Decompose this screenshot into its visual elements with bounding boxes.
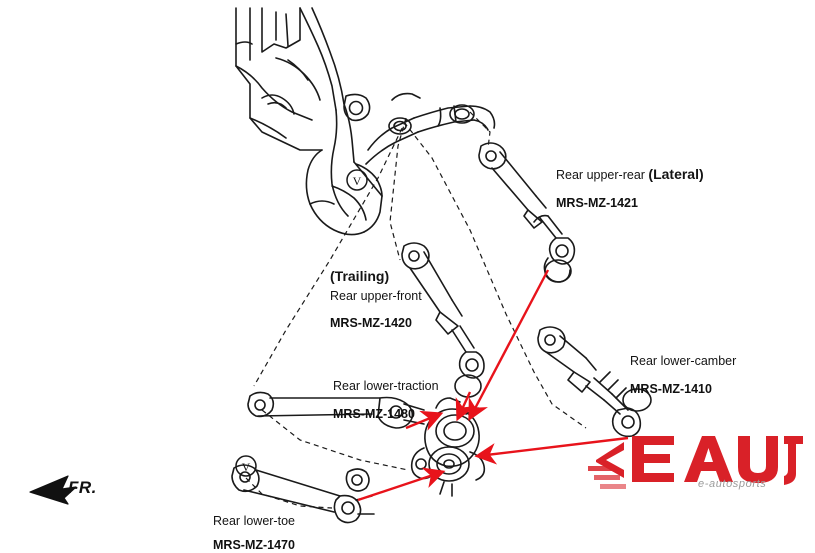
label-rear-lower-toe-name: Rear lower-toe <box>213 514 295 528</box>
label-rear-upper-rear-emphasis: (Lateral) <box>648 166 704 182</box>
label-rear-upper-front-name: Rear upper-front <box>330 288 422 303</box>
label-rear-upper-rear-title <box>556 166 704 184</box>
part-number-mrs-mz-1470: MRS-MZ-1470 <box>213 537 295 552</box>
watermark-logo <box>588 430 803 505</box>
label-rear-upper-front-prefix: (Trailing) <box>330 268 390 284</box>
part-number-mrs-mz-1420: MRS-MZ-1420 <box>330 316 412 331</box>
arm-rear-upper-rear <box>479 143 574 282</box>
front-direction-label: FR. <box>68 478 97 497</box>
part-number-mrs-mz-1410: MRS-MZ-1410 <box>630 381 712 396</box>
label-rear-lower-traction-name: Rear lower-traction <box>333 379 439 393</box>
label-rear-upper-rear-name: Rear upper-rear <box>556 168 649 182</box>
marker-v-upper-glyph: V <box>352 174 362 188</box>
label-rear-upper-front <box>330 268 422 332</box>
part-number-mrs-mz-1421: MRS-MZ-1421 <box>556 195 638 210</box>
label-rear-upper-rear <box>556 166 704 211</box>
watermark-graphic <box>588 430 803 505</box>
watermark-tagline: e-autosports <box>698 478 767 490</box>
label-rear-lower-toe <box>213 514 295 553</box>
label-rear-lower-camber-name: Rear lower-camber <box>630 354 737 368</box>
part-number-mrs-mz-1480: MRS-MZ-1480 <box>333 406 415 421</box>
label-rear-lower-camber <box>630 354 736 397</box>
label-rear-lower-traction <box>333 379 439 422</box>
marker-v-lower-glyph: V <box>241 460 251 474</box>
